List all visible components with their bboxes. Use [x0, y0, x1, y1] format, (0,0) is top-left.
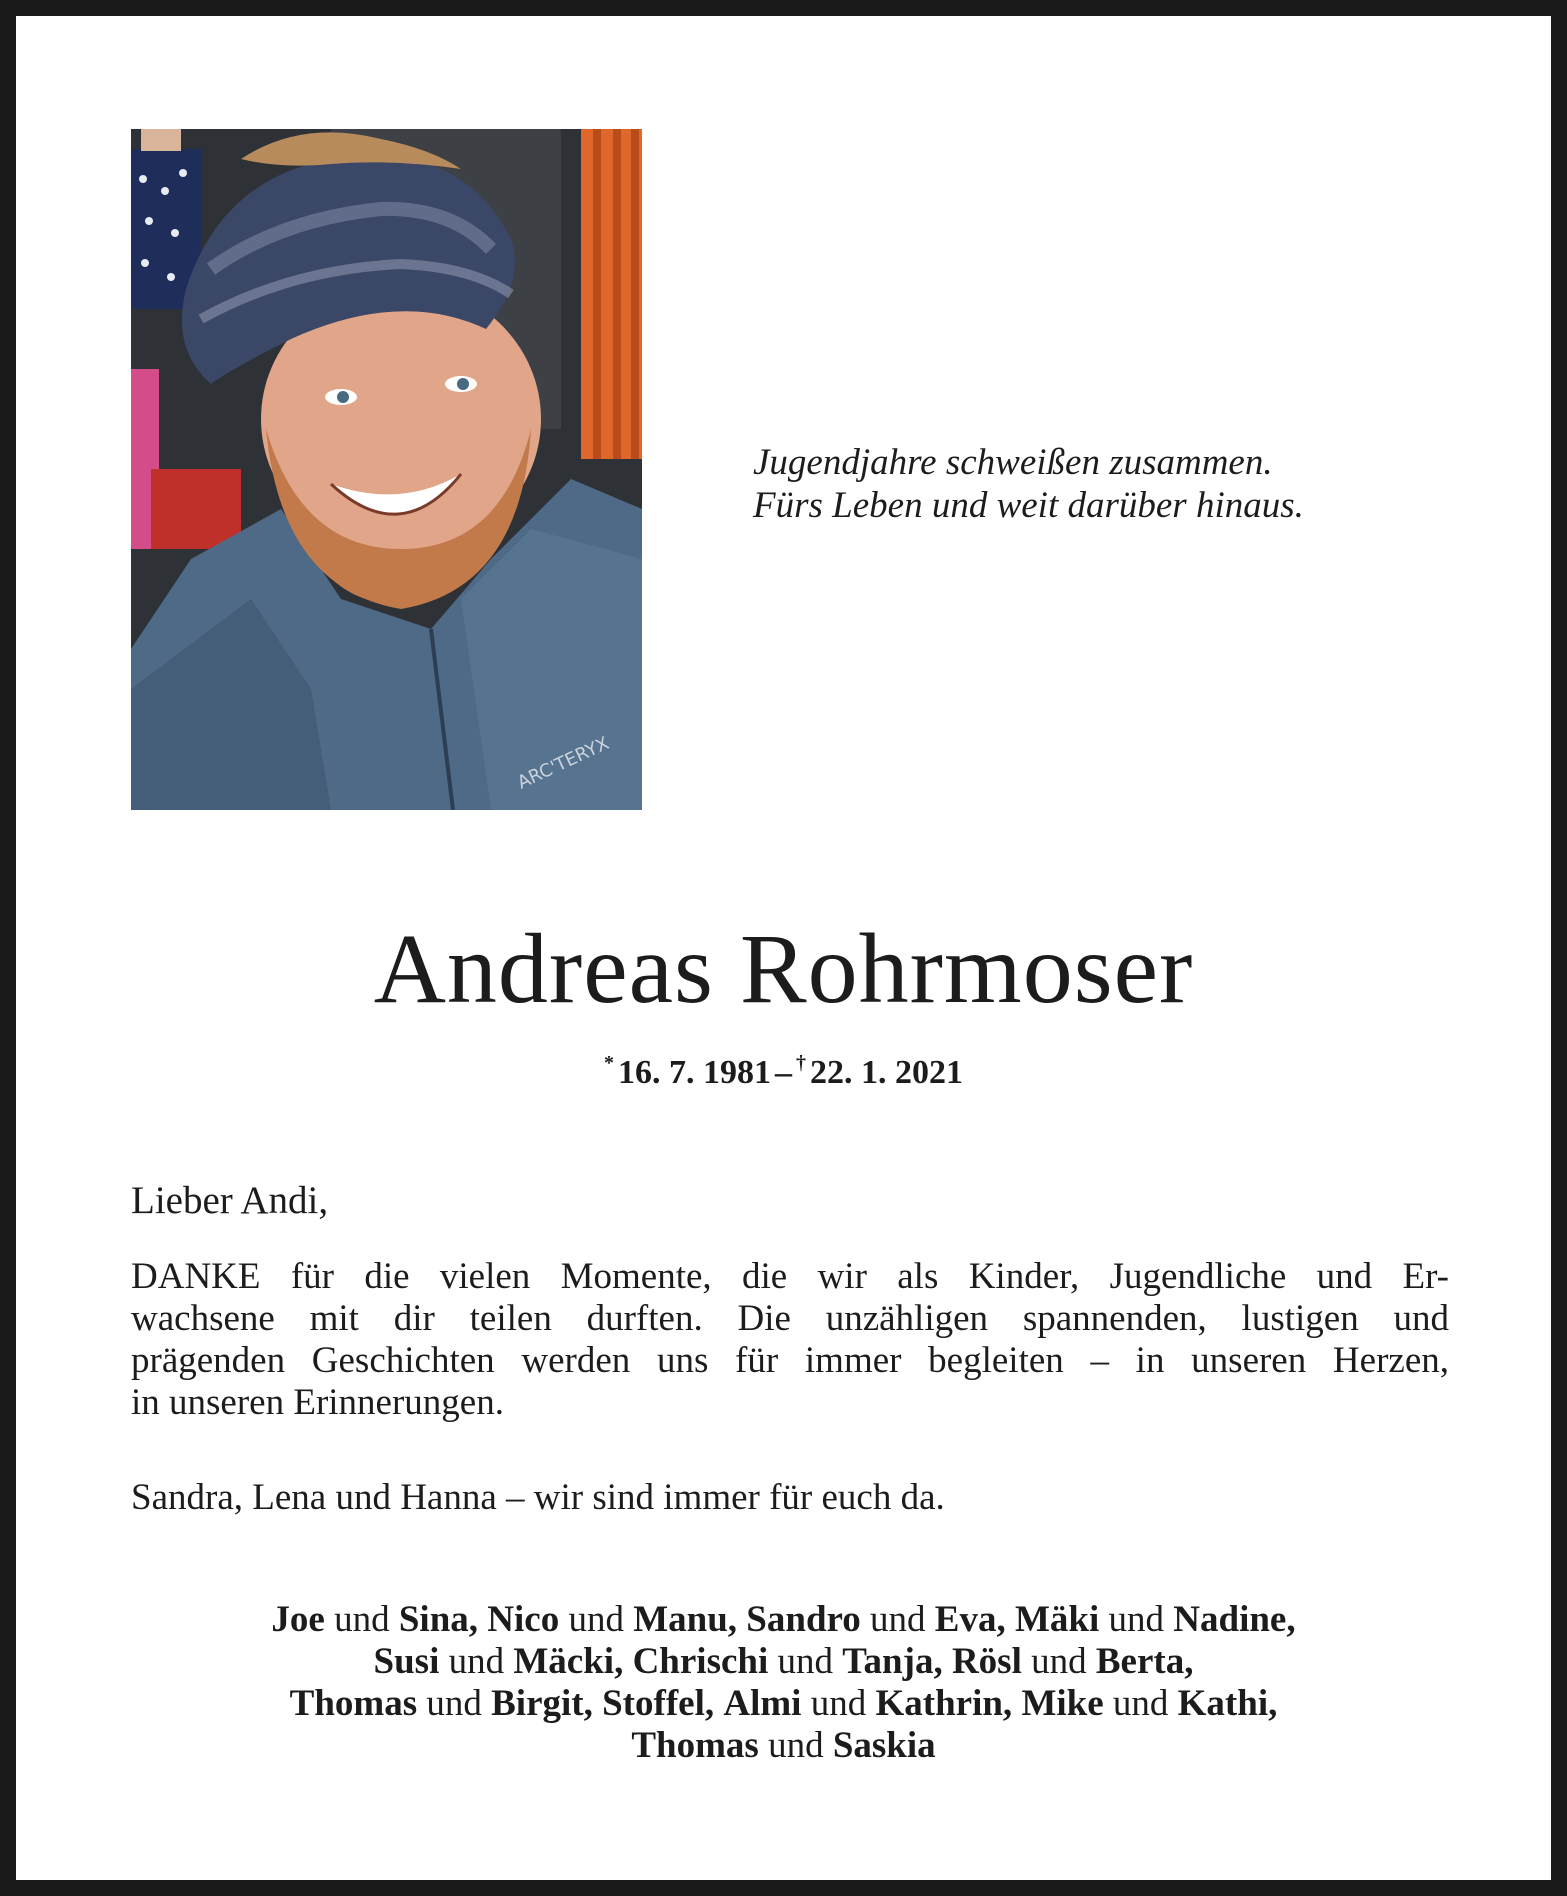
signer-joiner: und	[568, 1599, 624, 1640]
signer-name: Nico	[487, 1599, 560, 1640]
signers-row	[16, 1725, 1551, 1767]
signers-row	[16, 1641, 1551, 1683]
signer-joiner: und	[810, 1683, 867, 1724]
message-paragraph-2: Sandra, Lena und Hanna – wir sind immer für euch da.	[131, 1477, 945, 1518]
portrait-photo	[131, 129, 642, 810]
signer-name: Berta,	[1095, 1641, 1194, 1682]
signer-name: Kathi,	[1177, 1683, 1278, 1724]
signer-name: Almi	[723, 1683, 802, 1724]
birth-date: 16. 7. 1981	[618, 1054, 771, 1091]
salutation: Lieber Andi,	[131, 1179, 329, 1222]
signer-joiner: und	[870, 1599, 926, 1640]
signer-name: Stoffel,	[602, 1683, 715, 1724]
signer-name: Kathrin,	[875, 1683, 1013, 1724]
signer-name: Joe	[271, 1599, 325, 1640]
date-separator: –	[775, 1054, 792, 1091]
signer-joiner: und	[777, 1641, 834, 1682]
signer-name: Susi	[373, 1641, 440, 1682]
message-paragraph-1	[131, 1256, 1449, 1424]
signer-name: Chrischi	[632, 1641, 769, 1682]
signer-name: Nadine,	[1173, 1599, 1296, 1640]
signer-name: Thomas	[631, 1725, 759, 1766]
signer-joiner: und	[1112, 1683, 1169, 1724]
paragraph-line: prägenden Geschichten werden uns für immer begleiten – in unseren Herzen,	[131, 1340, 1449, 1381]
signer-name: Birgit,	[491, 1683, 593, 1724]
motto-quote	[753, 441, 1453, 527]
signer-joiner: und	[448, 1641, 505, 1682]
signers-row	[16, 1599, 1551, 1641]
signer-name: Sina,	[398, 1599, 479, 1640]
signers-list	[16, 1599, 1551, 1767]
signers-row	[16, 1683, 1551, 1725]
signer-joiner: und	[334, 1599, 390, 1640]
death-date: 22. 1. 2021	[810, 1054, 963, 1091]
birth-symbol: *	[604, 1052, 614, 1074]
signer-name: Eva,	[934, 1599, 1006, 1640]
signer-name: Thomas	[289, 1683, 418, 1724]
paragraph-line: wachsene mit dir teilen durften. Die unzähligen spannenden, lustigen und	[131, 1298, 1449, 1339]
signer-name: Saskia	[832, 1725, 936, 1766]
signer-joiner: und	[426, 1683, 482, 1724]
signer-name: Mike	[1021, 1683, 1104, 1724]
deceased-name: Andreas Rohrmoser	[373, 913, 1194, 1024]
signer-name: Tanja,	[842, 1641, 943, 1682]
signer-joiner: und	[1031, 1641, 1087, 1682]
jacket-logo-text: ARC'TERYX	[514, 732, 613, 794]
motto-line-2: Fürs Leben und weit darüber hinaus.	[753, 485, 1304, 526]
paragraph-line: DANKE für die vielen Momente, die wir als Kinder, Jugendliche und Er-	[131, 1256, 1449, 1297]
obituary-card	[16, 16, 1551, 1880]
portrait-image	[131, 129, 642, 810]
signer-name: Mäcki,	[513, 1641, 624, 1682]
motto-line-1: Jugendjahre schweißen zusammen.	[753, 442, 1273, 483]
signer-name: Manu,	[633, 1599, 738, 1640]
signer-name: Sandro	[746, 1599, 861, 1640]
signer-name: Mäki	[1014, 1599, 1100, 1640]
paragraph-line: in unseren Erinnerungen.	[131, 1382, 504, 1423]
signer-joiner: und	[768, 1725, 824, 1766]
signer-name: Rösl	[951, 1641, 1022, 1682]
life-dates	[16, 1043, 1551, 1093]
death-symbol: †	[796, 1052, 806, 1074]
signer-joiner: und	[1108, 1599, 1165, 1640]
